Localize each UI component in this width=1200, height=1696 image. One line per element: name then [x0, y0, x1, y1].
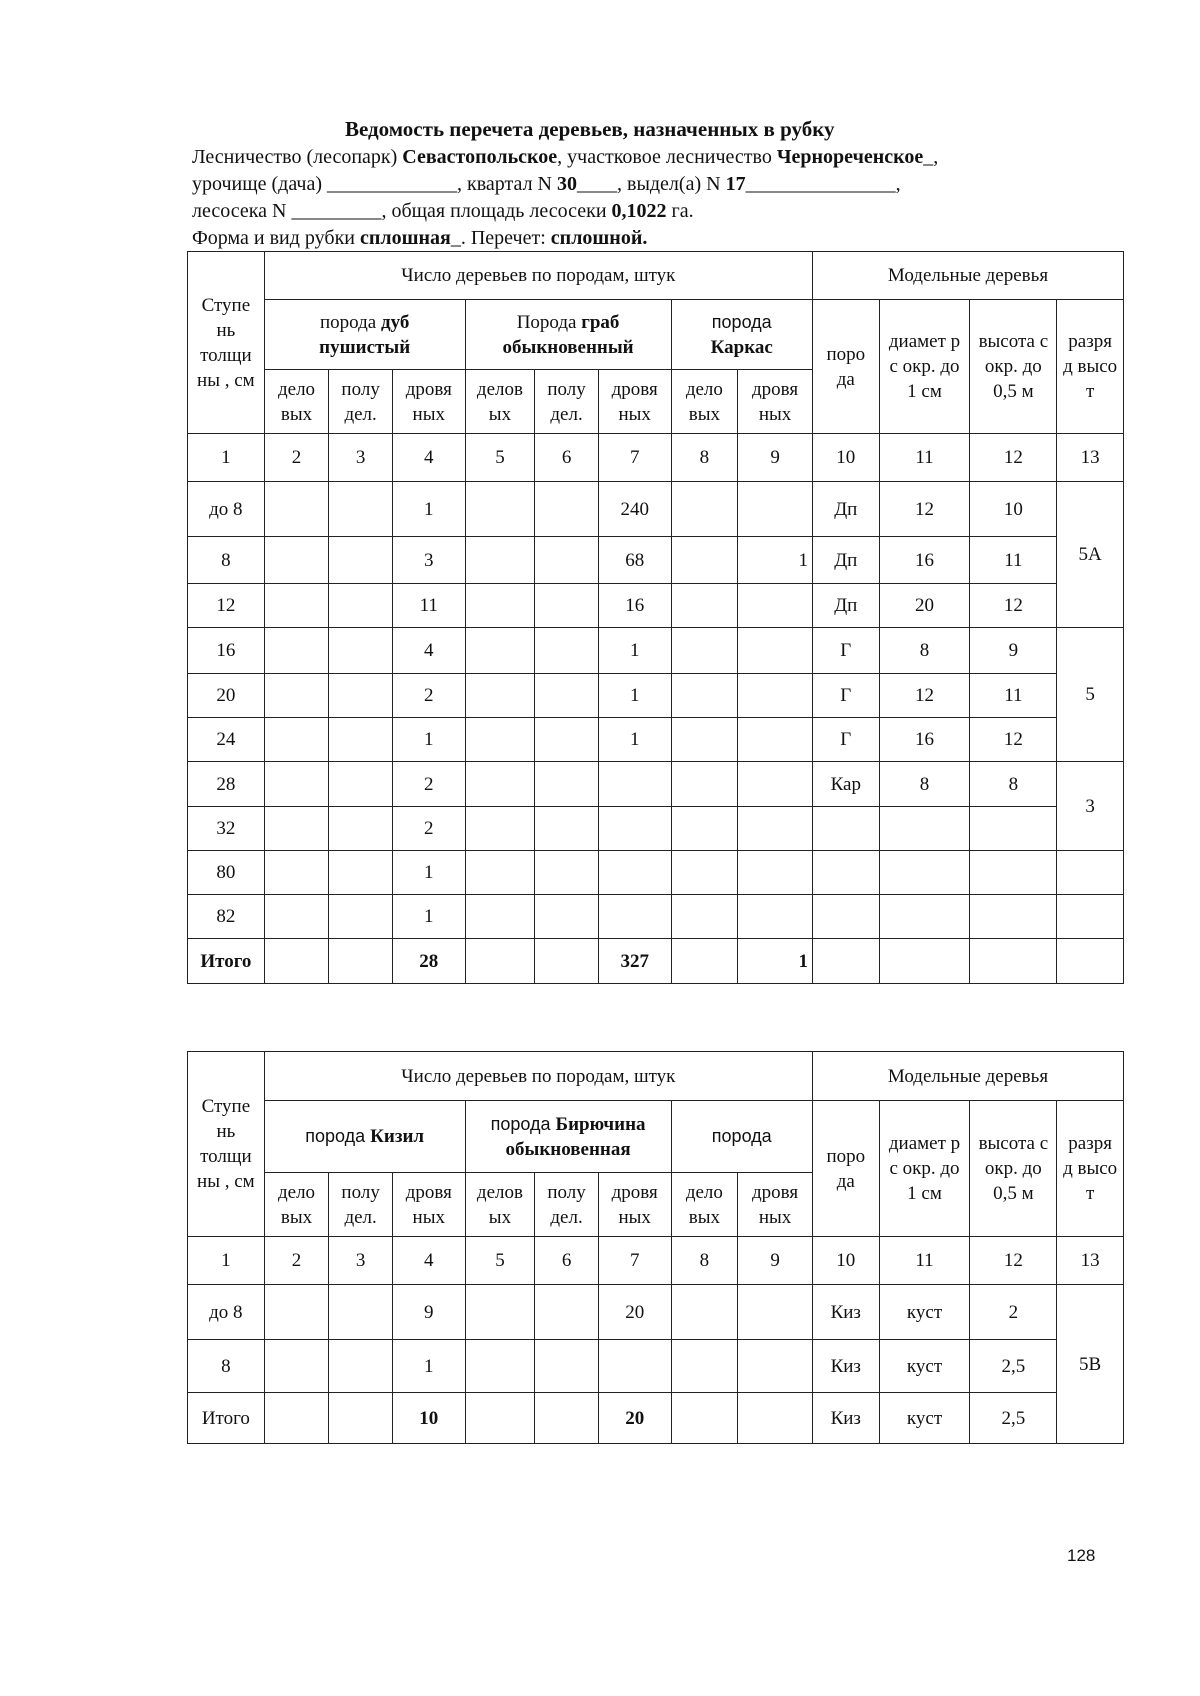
- column-header-model-species: поро да: [812, 1101, 879, 1237]
- column-number: 9: [738, 434, 813, 482]
- total-label: Итого: [188, 939, 265, 984]
- subheader-commercial: дело вых: [264, 1173, 329, 1237]
- hornbeam-firewood-total: 327: [598, 939, 671, 984]
- species-header-empty: порода: [671, 1101, 812, 1173]
- table-row: [188, 628, 1124, 674]
- model-height: 12: [970, 718, 1057, 762]
- hornbeam-firewood-count: 1: [598, 628, 671, 674]
- column-header-thickness-step: Ступе нь толщи ны , см: [188, 252, 265, 434]
- hackberry-firewood-count: [738, 674, 813, 718]
- model-height: 10: [970, 482, 1057, 537]
- tally-table-1: [187, 251, 1124, 984]
- oak-firewood-count: 1: [392, 851, 465, 895]
- subheader-semi-commercial: полу дел.: [535, 1173, 599, 1237]
- table-row: [188, 807, 1124, 851]
- thickness-step: 8: [188, 1340, 265, 1393]
- hackberry-firewood-count: [738, 584, 813, 628]
- model-diameter: куст: [879, 1285, 970, 1340]
- table-row: [188, 537, 1124, 584]
- oak-firewood-count: 1: [392, 482, 465, 537]
- table-row: [188, 1340, 1124, 1393]
- table-row: [188, 674, 1124, 718]
- column-number: 3: [329, 1237, 393, 1285]
- tally-table-2: [187, 1051, 1124, 1444]
- oak-firewood-count: 3: [392, 537, 465, 584]
- column-number: 12: [970, 434, 1057, 482]
- model-diameter: 16: [879, 718, 970, 762]
- header-line-cut-form: Форма и вид рубки сплошная_. Перечет: сплошной.: [192, 227, 648, 249]
- thickness-step: 80: [188, 851, 265, 895]
- thickness-step: 16: [188, 628, 265, 674]
- model-height: 8: [970, 762, 1057, 807]
- oak-firewood-count: 1: [392, 895, 465, 939]
- column-number: 2: [264, 1237, 329, 1285]
- model-species: Г: [812, 718, 879, 762]
- column-number-row: [188, 1237, 1124, 1285]
- height-class-cell: 5: [1057, 628, 1124, 762]
- subheader-firewood: дровя ных: [598, 370, 671, 434]
- model-diameter: куст: [879, 1340, 970, 1393]
- subheader-firewood: дровя ных: [738, 370, 813, 434]
- dogwood-firewood-count: 9: [392, 1285, 465, 1340]
- thickness-step: 82: [188, 895, 265, 939]
- column-number: 11: [879, 434, 970, 482]
- column-header-height: высота с окр. до 0,5 м: [970, 1101, 1057, 1237]
- column-header-model-species: поро да: [812, 300, 879, 434]
- subheader-commercial: дело вых: [671, 1173, 738, 1237]
- dogwood-firewood-total: 10: [392, 1393, 465, 1444]
- hackberry-firewood-count: [738, 628, 813, 674]
- column-header-diameter: диамет р с окр. до 1 см: [879, 300, 970, 434]
- column-number: 9: [738, 1237, 813, 1285]
- model-species: Киз: [812, 1393, 879, 1444]
- model-diameter: 16: [879, 537, 970, 584]
- column-number: 8: [671, 434, 738, 482]
- column-number: 6: [535, 434, 599, 482]
- column-group-count: Число деревьев по породам, штук: [264, 252, 812, 300]
- column-number: 7: [598, 434, 671, 482]
- table-row: [188, 1285, 1124, 1340]
- height-class-cell: 5В: [1057, 1285, 1124, 1444]
- column-number: 10: [812, 1237, 879, 1285]
- column-number: 12: [970, 1237, 1057, 1285]
- thickness-step: 32: [188, 807, 265, 851]
- model-height: 2,5: [970, 1393, 1057, 1444]
- table-row: [188, 895, 1124, 939]
- thickness-step: 12: [188, 584, 265, 628]
- model-species: Киз: [812, 1285, 879, 1340]
- column-number: 13: [1057, 1237, 1124, 1285]
- privet-firewood-count: [598, 1340, 671, 1393]
- column-number: 1: [188, 1237, 265, 1285]
- hackberry-firewood-count: [738, 718, 813, 762]
- column-number: 5: [465, 434, 535, 482]
- total-row: [188, 939, 1124, 984]
- column-number: 4: [392, 434, 465, 482]
- column-header-height-class: разря д высо т: [1057, 300, 1124, 434]
- column-number: 2: [264, 434, 329, 482]
- header-line-area: лесосека N _________, общая площадь лесосеки 0,1022 га.: [192, 200, 694, 222]
- hackberry-firewood-total: 1: [738, 939, 813, 984]
- hornbeam-firewood-count: 16: [598, 584, 671, 628]
- oak-firewood-count: 2: [392, 807, 465, 851]
- subheader-commercial: дело вых: [264, 370, 329, 434]
- model-height: 9: [970, 628, 1057, 674]
- oak-firewood-total: 28: [392, 939, 465, 984]
- model-species: Г: [812, 674, 879, 718]
- hornbeam-firewood-count: [598, 762, 671, 807]
- column-number: 5: [465, 1237, 535, 1285]
- column-header-height-class: разря д высо т: [1057, 1101, 1124, 1237]
- column-number: 10: [812, 434, 879, 482]
- table-row: [188, 762, 1124, 807]
- column-number: 13: [1057, 434, 1124, 482]
- column-header-diameter: диамет р с окр. до 1 см: [879, 1101, 970, 1237]
- column-number-row: [188, 434, 1124, 482]
- model-height: 11: [970, 674, 1057, 718]
- hackberry-firewood-count: [738, 482, 813, 537]
- subheader-firewood: дровя ных: [392, 1173, 465, 1237]
- height-class-cell: 5А: [1057, 482, 1124, 628]
- total-label: Итого: [188, 1393, 265, 1444]
- thickness-step: 24: [188, 718, 265, 762]
- model-diameter: 20: [879, 584, 970, 628]
- document-title: Ведомость перечета деревьев, назначенных в рубку: [345, 117, 835, 141]
- subheader-firewood: дровя ных: [738, 1173, 813, 1237]
- model-species: Г: [812, 628, 879, 674]
- hornbeam-firewood-count: 1: [598, 674, 671, 718]
- species-header-privet: порода Бирючина обыкновенная: [465, 1101, 671, 1173]
- column-header-height: высота с окр. до 0,5 м: [970, 300, 1057, 434]
- model-species: Кар: [812, 762, 879, 807]
- column-number: 1: [188, 434, 265, 482]
- subheader-firewood: дровя ных: [598, 1173, 671, 1237]
- column-group-model-trees: Модельные деревья: [812, 252, 1123, 300]
- dogwood-firewood-count: 1: [392, 1340, 465, 1393]
- species-header-hackberry: порода Каркас: [671, 300, 812, 370]
- column-number: 6: [535, 1237, 599, 1285]
- column-group-count: Число деревьев по породам, штук: [264, 1052, 812, 1101]
- model-height: 2,5: [970, 1340, 1057, 1393]
- oak-firewood-count: 2: [392, 762, 465, 807]
- column-group-model-trees: Модельные деревья: [812, 1052, 1123, 1101]
- header-line-forestry: Лесничество (лесопарк) Севастопольское, участковое лесничество Чернореченское_,: [192, 146, 939, 168]
- subheader-commercial: дело вых: [671, 370, 738, 434]
- model-diameter: 8: [879, 762, 970, 807]
- column-number: 4: [392, 1237, 465, 1285]
- column-number: 11: [879, 1237, 970, 1285]
- model-species: Киз: [812, 1340, 879, 1393]
- model-diameter: 12: [879, 674, 970, 718]
- thickness-step: 8: [188, 537, 265, 584]
- table-row: [188, 584, 1124, 628]
- column-number: 3: [329, 434, 393, 482]
- subheader-semi-commercial: полу дел.: [329, 370, 393, 434]
- subheader-semi-commercial: полу дел.: [535, 370, 599, 434]
- subheader-semi-commercial: полу дел.: [329, 1173, 393, 1237]
- total-row: [188, 1393, 1124, 1444]
- species-header-hornbeam: Порода граб обыкновенный: [465, 300, 671, 370]
- table-row: [188, 482, 1124, 537]
- species-header-oak: порода дуб пушистый: [264, 300, 465, 370]
- oak-firewood-count: 1: [392, 718, 465, 762]
- subheader-commercial: делов ых: [465, 370, 535, 434]
- column-header-thickness-step: Ступе нь толщи ны , см: [188, 1052, 265, 1237]
- model-diameter: куст: [879, 1393, 970, 1444]
- model-diameter: 12: [879, 482, 970, 537]
- hornbeam-firewood-count: 1: [598, 718, 671, 762]
- model-species: Дп: [812, 584, 879, 628]
- oak-firewood-count: 11: [392, 584, 465, 628]
- privet-firewood-count: 20: [598, 1285, 671, 1340]
- table-row: [188, 718, 1124, 762]
- model-diameter: 8: [879, 628, 970, 674]
- model-species: Дп: [812, 537, 879, 584]
- model-height: 11: [970, 537, 1057, 584]
- header-line-location: урочище (дача) _____________, квартал N 30____, выдел(а) N 17_______________,: [192, 173, 901, 195]
- hornbeam-firewood-count: 240: [598, 482, 671, 537]
- species-header-dogwood: порода Кизил: [264, 1101, 465, 1173]
- subheader-firewood: дровя ных: [392, 370, 465, 434]
- table-row: [188, 851, 1124, 895]
- model-species: Дп: [812, 482, 879, 537]
- column-number: 8: [671, 1237, 738, 1285]
- model-height: 12: [970, 584, 1057, 628]
- oak-firewood-count: 2: [392, 674, 465, 718]
- model-height: 2: [970, 1285, 1057, 1340]
- page-number: 128: [1067, 1546, 1096, 1565]
- column-number: 7: [598, 1237, 671, 1285]
- privet-firewood-total: 20: [598, 1393, 671, 1444]
- hackberry-firewood-count: [738, 762, 813, 807]
- hackberry-firewood-count: 1: [738, 537, 813, 584]
- thickness-step: до 8: [188, 482, 265, 537]
- thickness-step: 20: [188, 674, 265, 718]
- subheader-commercial: делов ых: [465, 1173, 535, 1237]
- oak-firewood-count: 4: [392, 628, 465, 674]
- hornbeam-firewood-count: 68: [598, 537, 671, 584]
- height-class-cell: 3: [1057, 762, 1124, 851]
- thickness-step: до 8: [188, 1285, 265, 1340]
- thickness-step: 28: [188, 762, 265, 807]
